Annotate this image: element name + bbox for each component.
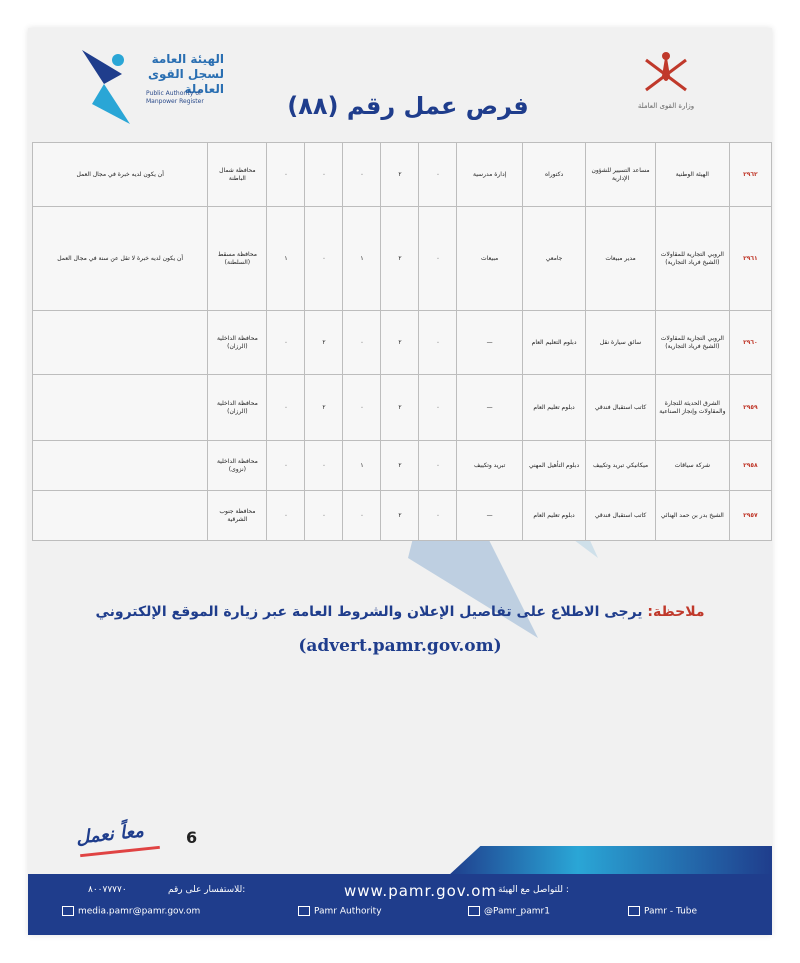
count-5-cell: ٠: [267, 375, 305, 441]
note-line: [28, 604, 772, 620]
count-2-cell: ٢: [381, 441, 419, 491]
twitter-text: @Pamr_pamr1: [484, 906, 550, 917]
location-cell: محافظة الداخلية (الرزان): [208, 375, 267, 441]
count-3-cell: ٠: [343, 375, 381, 441]
count-2-cell: ٢: [381, 207, 419, 311]
count-4-cell: ٠: [305, 441, 343, 491]
authority-name-en: Public Authority of Manpower Register: [146, 90, 204, 105]
authority-logo: [78, 44, 228, 144]
specialization-cell: مبيعات: [457, 207, 522, 311]
website-link[interactable]: www.pamr.gov.om: [344, 882, 498, 900]
table-row: [33, 311, 772, 375]
footer-stripe: [448, 846, 772, 876]
location-cell: محافظة شمال الباطنة: [208, 143, 267, 207]
employer-cell: شركة سياقات: [655, 441, 729, 491]
location-cell: محافظة الداخلية (الرزان): [208, 311, 267, 375]
email-icon: [62, 906, 74, 916]
job-id-cell: ٢٩٥٨: [729, 441, 771, 491]
notes-cell: [33, 491, 208, 541]
phone-number: ٨٠٠٧٧٧٧٠: [88, 885, 127, 895]
employer-cell: الروبي التجارية للمقاولات (الشيخ فرياد التجارية): [655, 311, 729, 375]
authority-figure-icon: [78, 44, 138, 134]
table-row: [33, 207, 772, 311]
table-row: [33, 441, 772, 491]
job-id-cell: ٢٩٥٩: [729, 375, 771, 441]
email-text: media.pamr@pamr.gov.om: [78, 906, 201, 917]
job-title-cell: كاتب استقبال فندقي: [586, 375, 656, 441]
employer-cell: الشيخ بدر بن حمد الهنائي: [655, 491, 729, 541]
note-label: ملاحظة:: [647, 604, 705, 620]
count-3-cell: ٠: [343, 143, 381, 207]
inquiry-label: للاستفسار على رقم:: [168, 885, 246, 895]
notes-cell: [33, 375, 208, 441]
qualification-cell: دبلوم تعليم العام: [522, 491, 585, 541]
location-cell: محافظة جنوب الشرقية: [208, 491, 267, 541]
advert-url-link[interactable]: (advert.pamr.gov.om): [298, 636, 502, 656]
count-1-cell: ٠: [419, 491, 457, 541]
count-4-cell: ٠: [305, 207, 343, 311]
table-row: [33, 143, 772, 207]
count-5-cell: ٠: [267, 143, 305, 207]
count-1-cell: ٠: [419, 375, 457, 441]
qualification-cell: دبلوم التعليم العام: [522, 311, 585, 375]
job-id-cell: ٢٩٦٠: [729, 311, 771, 375]
facebook-text: Pamr Authority: [314, 906, 382, 917]
count-3-cell: ٠: [343, 311, 381, 375]
youtube-text: Pamr - Tube: [644, 906, 698, 917]
job-id-cell: ٢٩٦١: [729, 207, 771, 311]
notes-cell: [33, 311, 208, 375]
count-2-cell: ٢: [381, 375, 419, 441]
specialization-cell: تبريد وتكييف: [457, 441, 522, 491]
slogan-underline: [80, 846, 160, 857]
count-1-cell: ٠: [419, 207, 457, 311]
qualification-cell: دكتوراه: [522, 143, 585, 207]
qualification-cell: جامعي: [522, 207, 585, 311]
contact-label: للتواصل مع الهيئة :: [498, 885, 569, 895]
count-4-cell: ٢: [305, 375, 343, 441]
job-title-cell: ميكانيكي تبريد وتكييف: [586, 441, 656, 491]
count-5-cell: ٠: [267, 311, 305, 375]
authority-name-ar: الهيئة العامة لسجل القوى العاملة: [147, 52, 224, 96]
count-1-cell: ٠: [419, 311, 457, 375]
count-5-cell: ٠: [267, 491, 305, 541]
facebook-icon: [298, 906, 310, 916]
employer-cell: الروبي التجارية للمقاولات (الشيخ فرياد التجارية): [655, 207, 729, 311]
note-text: يرجى الاطلاع على تفاصيل الإعلان والشروط العامة عبر زيارة الموقع الإلكتروني: [95, 604, 643, 620]
qualification-cell: دبلوم تعليم العام: [522, 375, 585, 441]
count-1-cell: ٠: [419, 143, 457, 207]
specialization-cell: —: [457, 311, 522, 375]
job-ad-page: [28, 28, 772, 935]
table-row: [33, 375, 772, 441]
specialization-cell: —: [457, 491, 522, 541]
notes-cell: أن يكون لديه خبرة في مجال العمل: [33, 143, 208, 207]
facebook-contact[interactable]: [298, 906, 382, 917]
job-id-cell: ٢٩٥٧: [729, 491, 771, 541]
count-2-cell: ٢: [381, 491, 419, 541]
youtube-icon: [628, 906, 640, 916]
ministry-caption: وزارة القوى العاملة: [637, 102, 695, 110]
count-2-cell: ٢: [381, 143, 419, 207]
count-2-cell: ٢: [381, 311, 419, 375]
count-3-cell: ٠: [343, 491, 381, 541]
job-title-cell: سائق سيارة نقل: [586, 311, 656, 375]
jobs-table: [32, 142, 772, 541]
specialization-cell: —: [457, 375, 522, 441]
khanjar-emblem-icon: [616, 46, 716, 102]
page-number: 6: [186, 828, 198, 847]
footer: [28, 874, 772, 935]
location-cell: محافظة مسقط (السلطنة): [208, 207, 267, 311]
count-5-cell: ١: [267, 207, 305, 311]
email-contact[interactable]: [62, 906, 200, 917]
employer-cell: الهيئة الوطنية: [655, 143, 729, 207]
employer-cell: الشرق الحديثة للتجارة والمقاولات وإنجاز الصناعية: [655, 375, 729, 441]
slogan: معاً نعمل: [75, 820, 145, 849]
job-title-cell: كاتب استقبال فندقي: [586, 491, 656, 541]
notes-cell: أن يكون لديه خبرة لا تقل عن سنة في مجال العمل: [33, 207, 208, 311]
youtube-contact[interactable]: [628, 906, 697, 917]
location-cell: محافظة الداخلية (نزوى): [208, 441, 267, 491]
job-id-cell: ٢٩٦٢: [729, 143, 771, 207]
count-3-cell: ١: [343, 207, 381, 311]
oman-emblem-logo: [616, 46, 716, 136]
notes-cell: [33, 441, 208, 491]
count-4-cell: ٠: [305, 491, 343, 541]
count-4-cell: ٠: [305, 143, 343, 207]
count-1-cell: ٠: [419, 441, 457, 491]
count-5-cell: ٠: [267, 441, 305, 491]
qualification-cell: دبلوم التأهيل المهني: [522, 441, 585, 491]
job-title-cell: مدير مبيعات: [586, 207, 656, 311]
specialization-cell: إدارة مدرسية: [457, 143, 522, 207]
count-4-cell: ٢: [305, 311, 343, 375]
job-title-cell: مساعد التسيير للشؤون الإدارية: [586, 143, 656, 207]
count-3-cell: ١: [343, 441, 381, 491]
table-row: [33, 491, 772, 541]
twitter-icon: [468, 906, 480, 916]
page-title: فرص عمل رقم (٨٨): [287, 92, 529, 120]
twitter-contact[interactable]: [468, 906, 550, 917]
